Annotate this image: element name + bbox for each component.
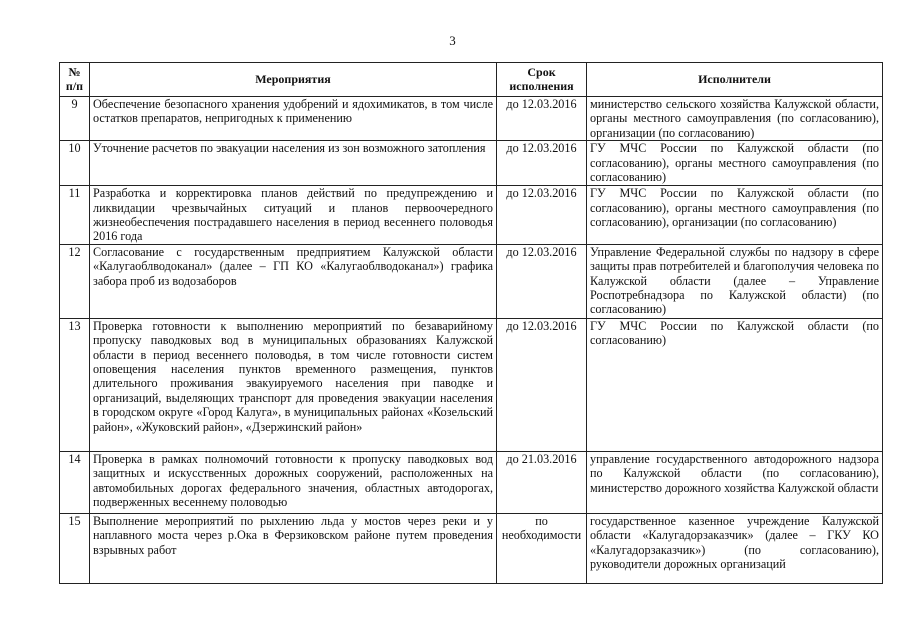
row-num: 9 xyxy=(60,97,90,141)
page-number: 3 xyxy=(449,33,456,48)
row-activity: Согласование с государственным предприятием Калужской области «Калугаоблводоканал» (далее – ГП КО «Калугаоблводоканал») графика забора проб из водозаборов xyxy=(90,244,497,318)
row-num: 15 xyxy=(60,513,90,583)
activities-table xyxy=(59,62,883,584)
table-header-row xyxy=(60,63,883,97)
row-deadline: до 12.03.2016 xyxy=(497,97,587,141)
row-activity: Обеспечение безопасного хранения удобрений и ядохимикатов, в том числе остатков препаратов, непригодных к применению xyxy=(90,97,497,141)
row-activity: Проверка в рамках полномочий готовности к пропуску паводковых вод защитных и искусственных дорожных сооружений, расположенных на автомобильных дорогах федерального значения, областных автодорогах, подверженных весеннему половодью xyxy=(90,451,497,513)
row-executors: ГУ МЧС России по Калужской области (по согласованию), органы местного самоуправления (по согласованию) xyxy=(587,141,883,186)
table-row xyxy=(60,513,883,583)
header-activity: Мероприятия xyxy=(90,63,497,97)
row-activity: Выполнение мероприятий по рыхлению льда у мостов через реки и у наплавного моста через р.Ока в Ферзиковском районе путем проведения взрывных работ xyxy=(90,513,497,583)
table-row xyxy=(60,451,883,513)
row-executors: министерство сельского хозяйства Калужской области, органы местного самоуправления (по согласованию), организации (по согласованию) xyxy=(587,97,883,141)
row-deadline: до 12.03.2016 xyxy=(497,318,587,451)
row-deadline: до 12.03.2016 xyxy=(497,186,587,245)
header-deadline: Срок исполнения xyxy=(497,63,587,97)
row-deadline: до 12.03.2016 xyxy=(497,141,587,186)
table-row xyxy=(60,318,883,451)
row-executors: ГУ МЧС России по Калужской области (по согласованию) xyxy=(587,318,883,451)
header-num: № п/п xyxy=(60,63,90,97)
table-row xyxy=(60,244,883,318)
row-num: 14 xyxy=(60,451,90,513)
table-row xyxy=(60,97,883,141)
table-row xyxy=(60,186,883,245)
row-deadline: до 12.03.2016 xyxy=(497,244,587,318)
row-num: 13 xyxy=(60,318,90,451)
row-num: 11 xyxy=(60,186,90,245)
header-executors: Исполнители xyxy=(587,63,883,97)
row-executors: ГУ МЧС России по Калужской области (по согласованию), органы местного самоуправления (по согласованию), организации (по согласованию) xyxy=(587,186,883,245)
row-activity: Проверка готовности к выполнению мероприятий по безаварийному пропуску паводковых вод в муниципальных образованиях Калужской области в период весеннего половодья, в том числе готовности систем оповещения населения пунктов временного размещения, пунктов длительного проживания эвакуируемого населения при паводке и организаций, выделяющих транспорт для проведения эвакуации населения в городском округе «Город Калуга», в муниципальных районах «Козельский район», «Жуковский район», «Дзержинский район» xyxy=(90,318,497,451)
table-row xyxy=(60,141,883,186)
row-deadline: до 21.03.2016 xyxy=(497,451,587,513)
row-executors: Управление Федеральной службы по надзору в сфере защиты прав потребителей и благополучия человека по Калужской области (далее – Управление Роспотребнадзора по Калужской области) (по согласованию) xyxy=(587,244,883,318)
row-executors: государственное казенное учреждение Калужской области «Калугадорзаказчик» (далее – ГКУ КО «Калугадорзаказчик») (по согласованию), руководители дорожных организаций xyxy=(587,513,883,583)
row-deadline: по необходимости xyxy=(497,513,587,583)
row-activity: Уточнение расчетов по эвакуации населения из зон возможного затопления xyxy=(90,141,497,186)
row-num: 10 xyxy=(60,141,90,186)
row-activity: Разработка и корректировка планов действий по предупреждению и ликвидации чрезвычайных ситуаций и планов первоочередного жизнеобеспечения пострадавшего населения в период весеннего половодья 2016 года xyxy=(90,186,497,245)
row-executors: управление государственного автодорожного надзора по Калужской области (по согласованию), министерство дорожного хозяйства Калужской области xyxy=(587,451,883,513)
row-num: 12 xyxy=(60,244,90,318)
